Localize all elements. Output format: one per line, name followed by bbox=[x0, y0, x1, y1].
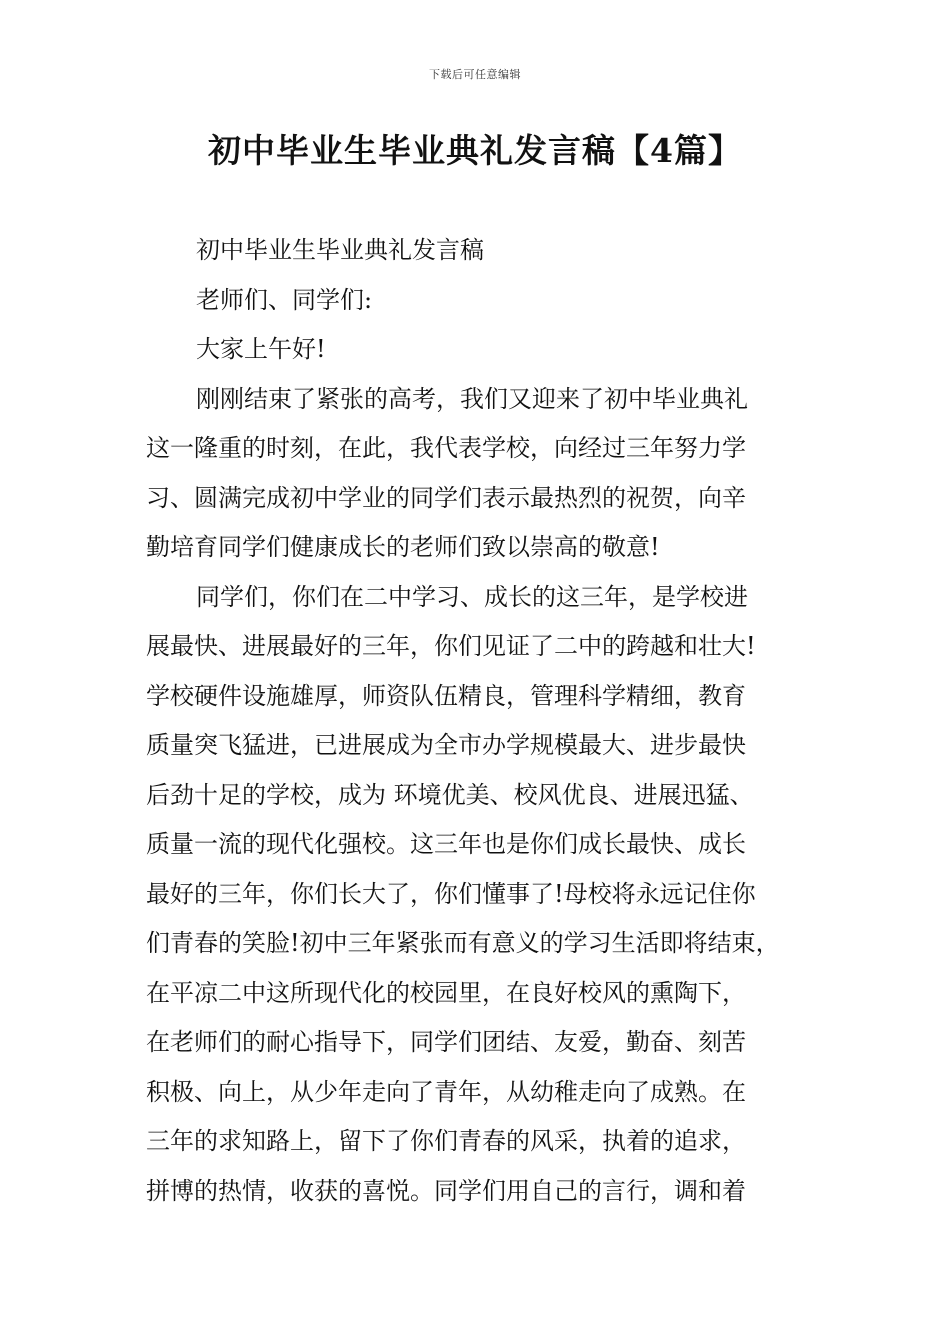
paragraph-line: 三年的求知路上，留下了你们青春的风采，执着的追求， bbox=[146, 1127, 746, 1155]
paragraph-line: 学校硬件设施雄厚，师资队伍精良，管理科学精细，教育 bbox=[146, 681, 746, 710]
paragraph-line: 同学们，你们在二中学习、成长的这三年，是学校进 bbox=[196, 582, 748, 611]
paragraph-line: 质量突飞猛进，已进展成为全市办学规模最大、进步最快 bbox=[146, 731, 746, 759]
header-note: 下载后可任意编辑 bbox=[429, 68, 521, 81]
paragraph-line: 勤培育同学们健康成长的老师们致以崇高的敬意! bbox=[146, 533, 660, 561]
paragraph-line: 刚刚结束了紧张的高考，我们又迎来了初中毕业典礼 bbox=[196, 384, 748, 413]
paragraph-line: 们青春的笑脸!初中三年紧张而有意义的学习生活即将结束， bbox=[146, 929, 780, 957]
paragraph-line: 积极、向上，从少年走向了青年，从幼稚走向了成熟。在 bbox=[146, 1077, 746, 1106]
paragraph-line: 在老师们的耐心指导下，同学们团结、友爱，勤奋、刻苦 bbox=[146, 1028, 746, 1056]
document-body bbox=[146, 226, 816, 1216]
document-title: 初中毕业生毕业典礼发言稿【4篇】 bbox=[208, 131, 742, 170]
paragraph-line: 习、圆满完成初中学业的同学们表示最热烈的祝贺，向辛 bbox=[146, 483, 746, 512]
paragraph-line: 质量一流的现代化强校。这三年也是你们成长最快、成长 bbox=[146, 830, 746, 858]
paragraph-line: 最好的三年，你们长大了，你们懂事了!母校将永远记住你 bbox=[146, 879, 756, 908]
paragraph-line: 这一隆重的时刻，在此，我代表学校，向经过三年努力学 bbox=[146, 434, 746, 462]
paragraph-line: 展最快、进展最好的三年，你们见证了二中的跨越和壮大! bbox=[146, 632, 756, 660]
paragraph-line: 后劲十足的学校，成为 环境优美、校风优良、进展迅猛、 bbox=[146, 780, 754, 809]
salutation-line: 老师们、同学们: bbox=[196, 285, 373, 314]
subtitle-line: 初中毕业生毕业典礼发言稿 bbox=[196, 236, 484, 264]
paragraph-line: 在平凉二中这所现代化的校园里，在良好校风的熏陶下， bbox=[146, 978, 746, 1007]
greeting-line: 大家上午好! bbox=[196, 335, 326, 363]
paragraph-line: 拼博的热情，收获的喜悦。同学们用自己的言行，调和着 bbox=[146, 1176, 746, 1205]
